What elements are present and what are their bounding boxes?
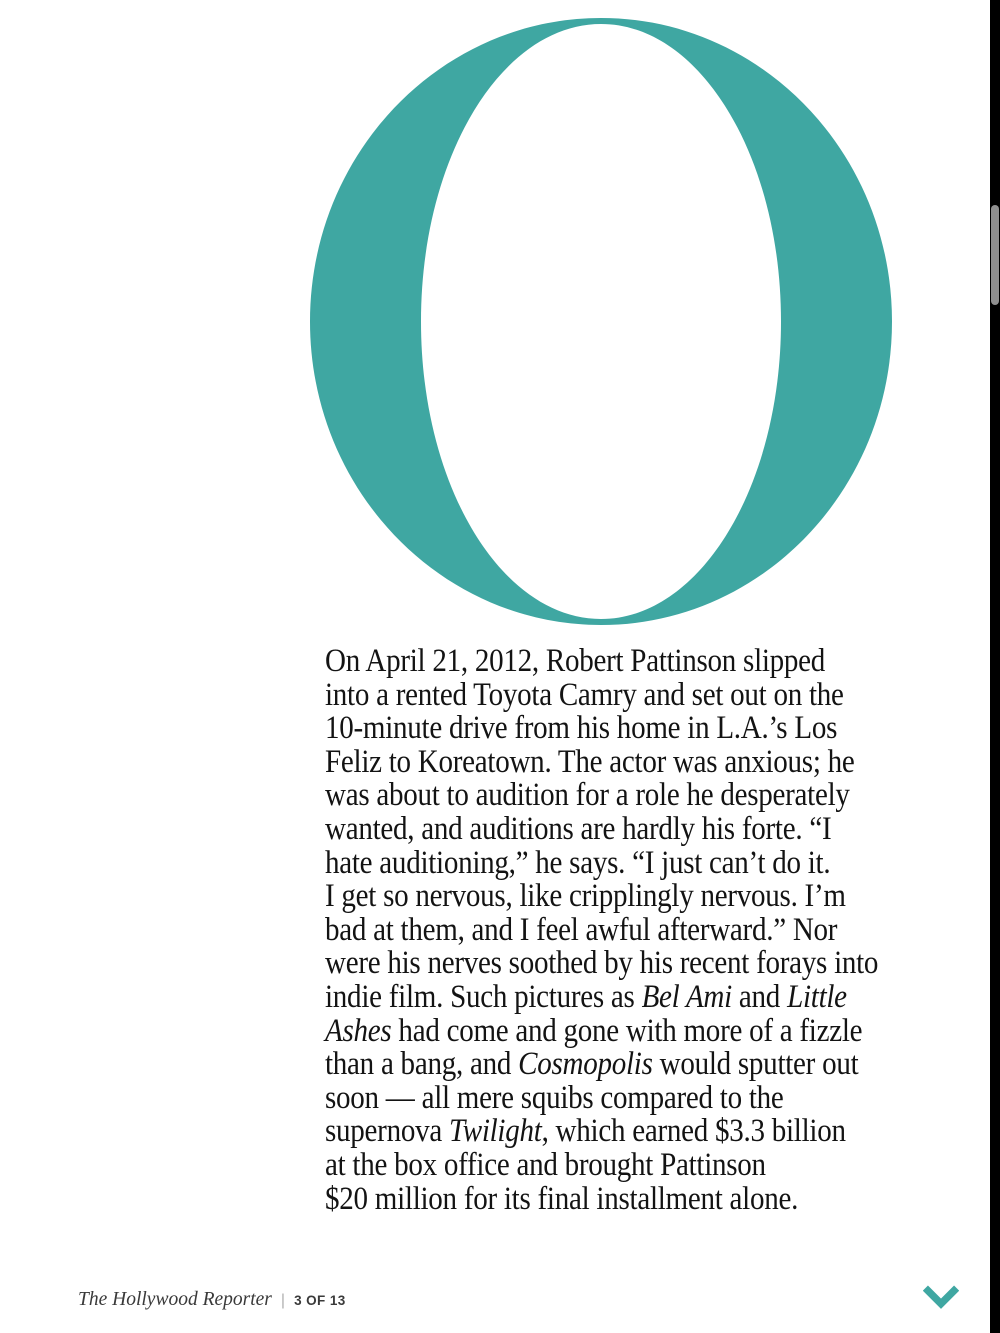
footer-separator: | bbox=[280, 1292, 286, 1309]
article-line: I get so nervous, like cripplingly nervous. I’m bbox=[325, 878, 846, 915]
article-line: hate auditioning,” he says. “I just can’t do it. bbox=[325, 844, 831, 881]
article-line: bad at them, and I feel awful afterward.” Nor bbox=[325, 911, 838, 948]
article-line: were his nerves soothed by his recent forays into bbox=[325, 945, 879, 982]
article-paragraph bbox=[325, 645, 923, 1216]
publication-name: The Hollywood Reporter bbox=[78, 1289, 272, 1310]
next-page-button[interactable] bbox=[921, 1282, 961, 1312]
article-line: soon — all mere squibs compared to the bbox=[325, 1079, 784, 1116]
article-line: 10-minute drive from his home in L.A.’s Los bbox=[325, 710, 838, 747]
article-line: Feliz to Koreatown. The actor was anxious; he bbox=[325, 743, 855, 780]
drop-cap-o-glyph bbox=[310, 18, 892, 625]
article-line: into a rented Toyota Camry and set out on the bbox=[325, 676, 844, 713]
article-line: On April 21, 2012, Robert Pattinson slipped bbox=[325, 643, 826, 679]
scrollbar-track[interactable] bbox=[990, 0, 1000, 1333]
article-line: supernova Twilight, which earned $3.3 billion bbox=[325, 1113, 846, 1150]
scrollbar-thumb[interactable] bbox=[991, 205, 999, 305]
chevron-down-icon bbox=[923, 1285, 959, 1310]
drop-cap-letter-o bbox=[310, 18, 892, 625]
article-line: than a bang, and Cosmopolis would sputter out bbox=[325, 1046, 859, 1083]
page-indicator: 3 OF 13 bbox=[294, 1293, 346, 1308]
article-line: indie film. Such pictures as Bel Ami and Little bbox=[325, 978, 847, 1015]
footer bbox=[78, 1289, 346, 1311]
article-line: $20 million for its final installment alone. bbox=[325, 1180, 799, 1217]
article-line: Ashes had come and gone with more of a fizzle bbox=[325, 1012, 863, 1049]
article-line: wanted, and auditions are hardly his forte. “I bbox=[325, 810, 832, 847]
article-line: at the box office and brought Pattinson bbox=[325, 1146, 766, 1183]
article-line: was about to audition for a role he desperately bbox=[325, 777, 850, 814]
